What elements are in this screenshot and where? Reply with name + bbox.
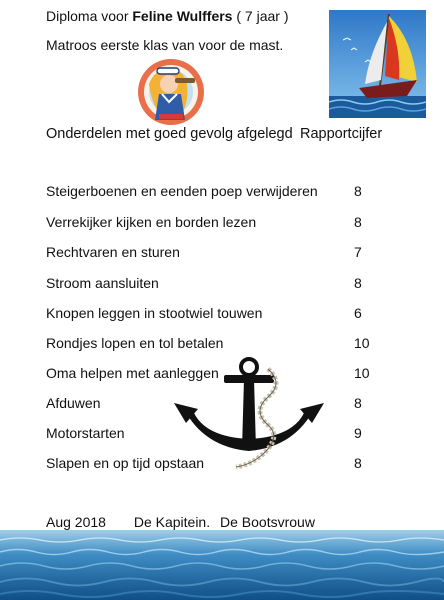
grade-subject: Steigerboenen en eenden poep verwijderen — [46, 183, 318, 199]
grade-subject: Oma helpen met aanleggen — [46, 365, 219, 381]
diploma-footer — [46, 514, 339, 530]
grade-subject: Verrekijker kijken en borden lezen — [46, 214, 257, 230]
grade-score: 8 — [354, 395, 362, 411]
grade-subject: Rondjes lopen en tol betalen — [46, 335, 224, 351]
grade-subject: Slapen en op tijd opstaan — [46, 455, 205, 471]
signature-boatswain: De Bootsvrouw — [220, 514, 315, 530]
grade-score: 8 — [354, 214, 362, 230]
diploma-date: Aug 2018 — [46, 514, 106, 530]
grade-score: 8 — [354, 275, 362, 291]
grade-subject: Rechtvaren en sturen — [46, 244, 180, 260]
signature-captain: De Kapitein. — [133, 514, 211, 530]
grade-subject: Motorstarten — [46, 425, 125, 441]
grades-header — [46, 126, 383, 142]
sailor-girl-illustration — [131, 54, 211, 128]
grade-score: 9 — [354, 425, 362, 441]
recipient-age: ( 7 jaar ) — [232, 8, 289, 24]
grade-score: 7 — [354, 244, 362, 260]
diploma-title: Diploma voor Feline Wulffers ( 7 jaar ) — [46, 8, 289, 24]
grades-header-subjects: Onderdelen met goed gevolg afgelegd — [46, 126, 293, 142]
sailboat-illustration — [329, 10, 426, 118]
grade-score: 6 — [354, 305, 362, 321]
grade-subject: Knopen leggen in stootwiel touwen — [46, 305, 263, 321]
grade-score: 10 — [354, 335, 370, 351]
recipient-name: Feline Wulffers — [132, 8, 233, 24]
grade-score: 10 — [354, 365, 370, 381]
grades-header-score: Rapportcijfer — [300, 126, 383, 142]
sea-water-photo — [0, 530, 444, 600]
grade-score: 8 — [354, 183, 362, 199]
grade-subject: Stroom aansluiten — [46, 275, 159, 291]
diploma-subtitle: Matroos eerste klas van voor de mast. — [46, 37, 284, 53]
grade-score: 8 — [354, 455, 362, 471]
grade-subject: Afduwen — [46, 395, 101, 411]
